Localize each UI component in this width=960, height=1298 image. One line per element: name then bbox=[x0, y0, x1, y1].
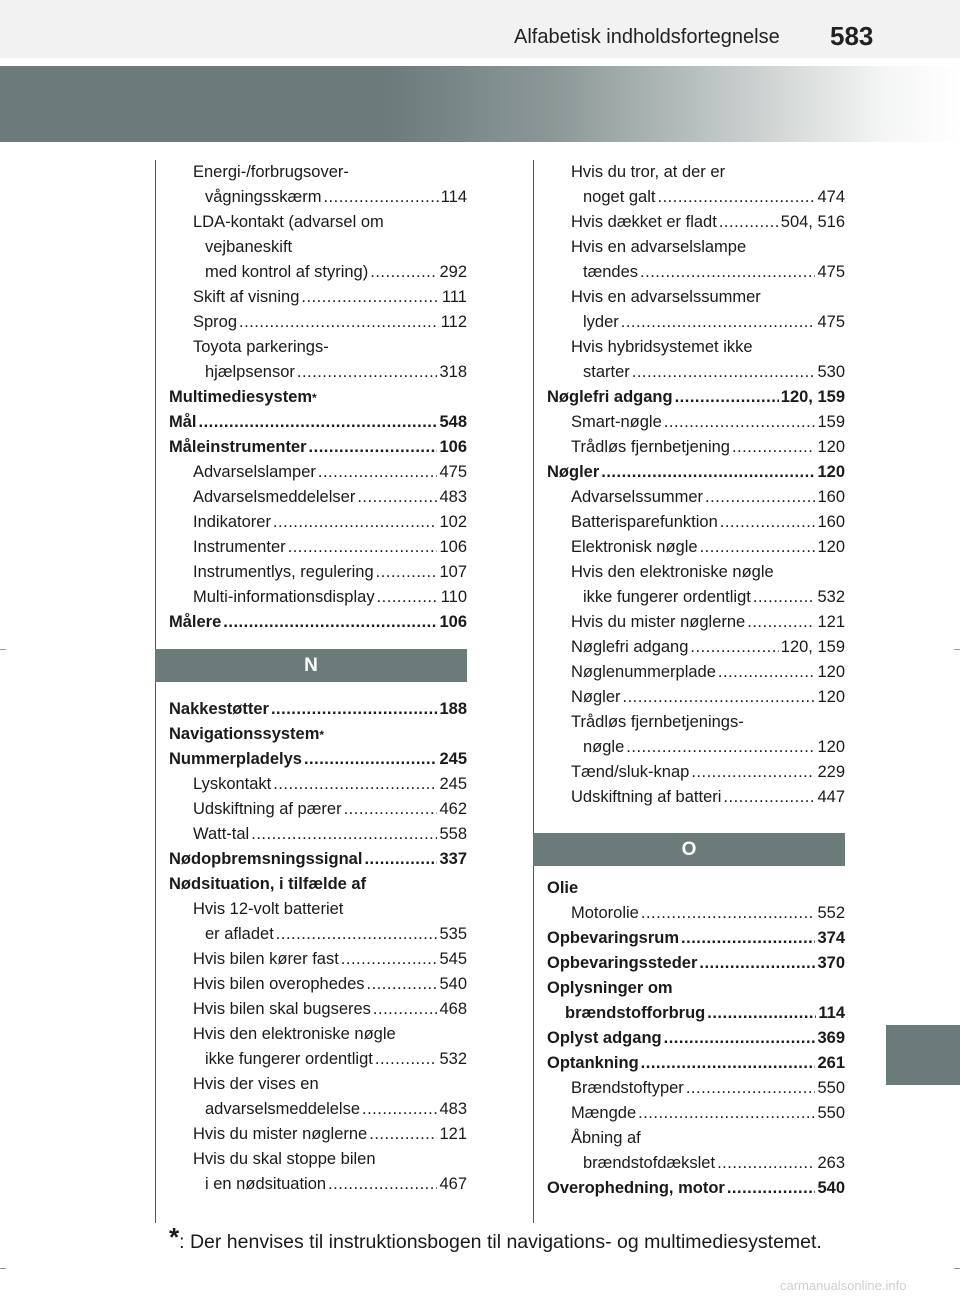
entry-term: Hvis hybridsystemet ikke bbox=[571, 338, 753, 356]
entry-page: 550 bbox=[817, 1079, 845, 1097]
index-entry bbox=[169, 435, 467, 460]
entry-page: 229 bbox=[817, 763, 845, 781]
leader-dots bbox=[727, 1176, 816, 1201]
index-entry bbox=[547, 235, 845, 260]
entry-page: 120 bbox=[817, 663, 845, 681]
index-entry bbox=[169, 360, 467, 385]
leader-dots bbox=[641, 1051, 816, 1076]
entry-term: i en nødsituation bbox=[205, 1175, 327, 1193]
entry-term: Nødopbremsningssignal bbox=[169, 850, 363, 868]
entry-page: 530 bbox=[817, 363, 845, 381]
crop-mark bbox=[0, 1268, 6, 1269]
entry-page: 188 bbox=[439, 700, 467, 718]
leader-dots bbox=[362, 1097, 437, 1122]
entry-term: Måleinstrumenter bbox=[169, 438, 307, 456]
entry-term: LDA-kontakt (advarsel om bbox=[193, 213, 384, 231]
index-entry bbox=[169, 1022, 467, 1047]
footnote bbox=[169, 1222, 822, 1254]
leader-dots bbox=[700, 535, 816, 560]
entry-term: lyder bbox=[583, 313, 619, 331]
leader-dots bbox=[318, 460, 438, 485]
entry-term: Multimediesystem bbox=[169, 388, 313, 406]
entry-page: 114 bbox=[818, 1004, 845, 1022]
index-entry bbox=[169, 210, 467, 235]
leader-dots bbox=[341, 947, 438, 972]
index-entry bbox=[547, 735, 845, 760]
index-entry bbox=[547, 535, 845, 560]
index-entry bbox=[169, 972, 467, 997]
index-entry bbox=[547, 610, 845, 635]
leader-dots bbox=[273, 510, 438, 535]
index-entry bbox=[547, 1026, 845, 1051]
entry-term: Brændstoftyper bbox=[571, 1079, 684, 1097]
entry-page: 318 bbox=[439, 363, 467, 381]
entry-page: 120 bbox=[817, 463, 845, 481]
index-entry bbox=[169, 772, 467, 797]
entry-page: 532 bbox=[817, 588, 845, 606]
entry-page: 462 bbox=[439, 800, 467, 818]
entry-page: 474 bbox=[817, 188, 845, 206]
entry-page: 114 bbox=[440, 188, 467, 206]
entry-term: Energi-/forbrugsover- bbox=[193, 163, 349, 181]
index-entry bbox=[547, 260, 845, 285]
entry-term: nøgle bbox=[583, 738, 625, 756]
index-entry bbox=[547, 385, 845, 410]
entry-term: Sprog bbox=[193, 313, 238, 331]
leader-dots bbox=[681, 926, 815, 951]
entry-term: Hvis en advarselssummer bbox=[571, 288, 761, 306]
index-entry bbox=[547, 635, 845, 660]
entry-term: Overophedning, motor bbox=[547, 1179, 725, 1197]
leader-dots bbox=[657, 185, 815, 210]
entry-page: 535 bbox=[439, 925, 467, 943]
entry-term: Olie bbox=[547, 879, 579, 897]
index-entry bbox=[547, 160, 845, 185]
entry-page: 545 bbox=[439, 950, 467, 968]
index-entry bbox=[547, 1051, 845, 1076]
leader-dots bbox=[223, 610, 437, 635]
leader-dots bbox=[375, 1047, 438, 1072]
index-entry bbox=[547, 926, 845, 951]
leader-dots bbox=[747, 610, 815, 635]
leader-dots bbox=[377, 585, 439, 610]
index-entry bbox=[169, 997, 467, 1022]
leader-dots bbox=[373, 997, 438, 1022]
column-divider-left bbox=[155, 160, 156, 1223]
leader-dots bbox=[626, 735, 815, 760]
entry-page: 447 bbox=[817, 788, 845, 806]
entry-term: vejbaneskift bbox=[205, 238, 293, 256]
leader-dots bbox=[621, 310, 816, 335]
entry-term: Nøgler bbox=[571, 688, 621, 706]
entry-term: med kontrol af styring) bbox=[205, 263, 369, 281]
index-entry bbox=[169, 797, 467, 822]
index-entry: Navigationssystem * bbox=[169, 722, 467, 747]
entry-page: 370 bbox=[817, 954, 845, 972]
entry-term: Hvis du skal stoppe bilen bbox=[193, 1150, 376, 1168]
index-entry bbox=[169, 947, 467, 972]
leader-dots bbox=[344, 797, 438, 822]
leader-dots bbox=[623, 685, 816, 710]
entry-term: Oplysninger om bbox=[547, 979, 673, 997]
index-entry bbox=[169, 510, 467, 535]
entry-term: Indikatorer bbox=[193, 513, 271, 531]
leader-dots bbox=[717, 1151, 815, 1176]
entry-term: Nøglefri adgang bbox=[571, 638, 689, 656]
entry-term: Hvis dækket er fladt bbox=[571, 213, 717, 231]
leader-dots bbox=[641, 901, 816, 926]
entry-term: er afladet bbox=[205, 925, 274, 943]
leader-dots bbox=[199, 410, 438, 435]
entry-term: Nøgler bbox=[547, 463, 600, 481]
column-divider-right bbox=[533, 160, 534, 1223]
index-entry: Multimediesystem * bbox=[169, 385, 467, 410]
leader-dots bbox=[690, 635, 778, 660]
entry-page: 483 bbox=[439, 1100, 467, 1118]
leader-dots bbox=[632, 360, 816, 385]
crop-mark bbox=[954, 649, 960, 650]
entry-page: 121 bbox=[439, 1125, 467, 1143]
entry-page: 475 bbox=[817, 263, 845, 281]
entry-page: 292 bbox=[439, 263, 467, 281]
entry-page: 467 bbox=[439, 1175, 467, 1193]
entry-term: Opbevaringssteder bbox=[547, 954, 698, 972]
page-header-title: Alfabetisk indholdsfortegnelse bbox=[514, 26, 780, 48]
entry-term: Udskiftning af pærer bbox=[193, 800, 342, 818]
leader-dots bbox=[323, 185, 438, 210]
entry-page: 263 bbox=[817, 1154, 845, 1172]
index-entry bbox=[169, 335, 467, 360]
leader-dots bbox=[297, 360, 438, 385]
index-block-o bbox=[547, 876, 845, 1201]
index-entry bbox=[547, 710, 845, 735]
top-strip bbox=[0, 0, 960, 58]
entry-term: Mængde bbox=[571, 1104, 637, 1122]
index-entry bbox=[547, 876, 845, 901]
index-entry bbox=[169, 897, 467, 922]
entry-term: ikke fungerer ordentligt bbox=[205, 1050, 373, 1068]
entry-page: 106 bbox=[439, 438, 467, 456]
leader-dots bbox=[370, 260, 437, 285]
leader-dots bbox=[753, 585, 816, 610]
leader-dots bbox=[705, 485, 815, 510]
index-entry bbox=[169, 560, 467, 585]
leader-dots bbox=[367, 972, 438, 997]
entry-page: 548 bbox=[439, 413, 467, 431]
index-entry bbox=[547, 1101, 845, 1126]
entry-page: 540 bbox=[439, 975, 467, 993]
leader-dots bbox=[664, 410, 816, 435]
index-entry bbox=[169, 847, 467, 872]
entry-page: 106 bbox=[439, 538, 467, 556]
entry-page: 120 bbox=[817, 538, 845, 556]
entry-page: 504, 516 bbox=[780, 213, 845, 231]
index-entry bbox=[169, 260, 467, 285]
entry-page: 112 bbox=[440, 313, 467, 331]
entry-page: 558 bbox=[439, 825, 467, 843]
entry-page: 369 bbox=[817, 1029, 845, 1047]
leader-dots bbox=[664, 1026, 816, 1051]
index-entry bbox=[169, 310, 467, 335]
leader-dots bbox=[239, 310, 439, 335]
entry-term: Instrumentlys, regulering bbox=[193, 563, 374, 581]
index-entry bbox=[169, 1147, 467, 1172]
entry-term: Hvis den elektroniske nøgle bbox=[193, 1025, 396, 1043]
entry-page: 160 bbox=[817, 488, 845, 506]
leader-dots bbox=[357, 485, 437, 510]
entry-term: Hvis 12-volt batteriet bbox=[193, 900, 344, 918]
entry-term: Navigationssystem bbox=[169, 725, 320, 743]
crop-mark bbox=[0, 649, 6, 650]
entry-page: 550 bbox=[817, 1104, 845, 1122]
entry-term: Optankning bbox=[547, 1054, 639, 1072]
index-entry bbox=[547, 1076, 845, 1101]
leader-dots bbox=[720, 510, 816, 535]
index-entry bbox=[169, 285, 467, 310]
entry-term: Hvis den elektroniske nøgle bbox=[571, 563, 774, 581]
index-entry bbox=[547, 1151, 845, 1176]
index-entry bbox=[547, 685, 845, 710]
entry-page: 532 bbox=[439, 1050, 467, 1068]
entry-term: Multi-informationsdisplay bbox=[193, 588, 375, 606]
index-block-n bbox=[169, 697, 467, 1197]
index-entry bbox=[547, 460, 845, 485]
leader-dots bbox=[640, 260, 815, 285]
entry-term: brændstofdækslet bbox=[583, 1154, 716, 1172]
entry-term: Instrumenter bbox=[193, 538, 286, 556]
section-header-n: N bbox=[155, 649, 467, 682]
index-entry bbox=[169, 410, 467, 435]
entry-term: noget galt bbox=[583, 188, 656, 206]
entry-page: 107 bbox=[439, 563, 467, 581]
index-entry bbox=[547, 360, 845, 385]
entry-term: hjælpsensor bbox=[205, 363, 295, 381]
leader-dots bbox=[686, 1076, 816, 1101]
entry-term: Smart-nøgle bbox=[571, 413, 662, 431]
entry-page: 120 bbox=[817, 738, 845, 756]
entry-term: starter bbox=[583, 363, 630, 381]
leader-dots bbox=[691, 760, 815, 785]
entry-term: Nøglefri adgang bbox=[547, 388, 673, 406]
index-entry bbox=[547, 435, 845, 460]
index-entry bbox=[169, 697, 467, 722]
footnote-text: : Der henvises til instruktionsbogen til navigations- og multimediesystemet. bbox=[179, 1231, 822, 1253]
entry-term: Trådløs fjernbetjenings- bbox=[571, 713, 744, 731]
entry-term: Batterisparefunktion bbox=[571, 513, 718, 531]
leader-dots bbox=[309, 435, 438, 460]
index-entry bbox=[547, 285, 845, 310]
entry-term: Hvis bilen overophedes bbox=[193, 975, 365, 993]
index-entry bbox=[169, 1122, 467, 1147]
index-entry bbox=[547, 210, 845, 235]
leader-dots bbox=[719, 210, 779, 235]
entry-term: Advarselslamper bbox=[193, 463, 316, 481]
index-entry bbox=[169, 460, 467, 485]
entry-term: Hvis du tror, at der er bbox=[571, 163, 726, 181]
entry-term: tændes bbox=[583, 263, 639, 281]
entry-page: 483 bbox=[439, 488, 467, 506]
entry-page: 337 bbox=[439, 850, 467, 868]
entry-term: Toyota parkerings- bbox=[193, 338, 329, 356]
index-entry bbox=[169, 1072, 467, 1097]
entry-term: Nødsituation, i tilfælde af bbox=[169, 875, 367, 893]
entry-page: 120 bbox=[817, 438, 845, 456]
entry-term: Nøglenummerplade bbox=[571, 663, 716, 681]
index-entry bbox=[547, 1001, 845, 1026]
leader-dots bbox=[304, 747, 438, 772]
index-entry bbox=[547, 1126, 845, 1151]
footnote-star: * bbox=[169, 1222, 180, 1252]
entry-page: 374 bbox=[817, 929, 845, 947]
watermark: carmanualsonline.info bbox=[780, 1278, 907, 1293]
entry-term: advarselsmeddelelse bbox=[205, 1100, 361, 1118]
entry-term: Udskiftning af batteri bbox=[571, 788, 722, 806]
index-entry bbox=[547, 660, 845, 685]
entry-term: vågningsskærm bbox=[205, 188, 322, 206]
index-entry bbox=[169, 535, 467, 560]
entry-page: 468 bbox=[439, 1000, 467, 1018]
index-block-m bbox=[169, 160, 467, 635]
entry-page: 120, 159 bbox=[780, 638, 845, 656]
entry-term: Advarselsmeddelelser bbox=[193, 488, 356, 506]
entry-page: 159 bbox=[817, 413, 845, 431]
entry-page: 540 bbox=[817, 1179, 845, 1197]
index-entry bbox=[547, 560, 845, 585]
leader-dots bbox=[376, 560, 438, 585]
entry-page: 121 bbox=[817, 613, 845, 631]
entry-term: Hvis du mister nøglerne bbox=[193, 1125, 368, 1143]
index-entry bbox=[169, 185, 467, 210]
index-block-n-cont bbox=[547, 160, 845, 810]
index-column-right bbox=[547, 160, 845, 1201]
leader-dots bbox=[601, 460, 815, 485]
leader-dots bbox=[273, 772, 437, 797]
entry-page: 111 bbox=[441, 288, 467, 306]
index-entry bbox=[547, 901, 845, 926]
leader-dots bbox=[251, 822, 437, 847]
chapter-side-tab bbox=[886, 1025, 960, 1085]
leader-dots bbox=[364, 847, 437, 872]
entry-page: 245 bbox=[439, 775, 467, 793]
entry-term: Trådløs fjernbetjening bbox=[571, 438, 730, 456]
leader-dots bbox=[271, 697, 438, 722]
index-entry bbox=[547, 760, 845, 785]
entry-page: 106 bbox=[439, 613, 467, 631]
entry-term: Lyskontakt bbox=[193, 775, 272, 793]
leader-dots bbox=[707, 1001, 816, 1026]
leader-dots bbox=[699, 951, 815, 976]
entry-page: 475 bbox=[817, 313, 845, 331]
entry-term: Mål bbox=[169, 413, 197, 431]
header-banner bbox=[0, 66, 960, 142]
entry-term: Målere bbox=[169, 613, 222, 631]
leader-dots bbox=[732, 435, 816, 460]
index-entry bbox=[169, 585, 467, 610]
entry-term: Skift af visning bbox=[193, 288, 300, 306]
index-entry bbox=[169, 485, 467, 510]
entry-page: 475 bbox=[439, 463, 467, 481]
index-entry bbox=[169, 1047, 467, 1072]
entry-page: 245 bbox=[439, 750, 467, 768]
index-entry bbox=[547, 410, 845, 435]
entry-term: Hvis bilen kører fast bbox=[193, 950, 339, 968]
entry-term: Hvis der vises en bbox=[193, 1075, 319, 1093]
entry-term: Åbning af bbox=[571, 1129, 641, 1147]
index-entry bbox=[547, 585, 845, 610]
entry-page: 120, 159 bbox=[780, 388, 845, 406]
page-number: 583 bbox=[830, 21, 874, 51]
entry-term: Hvis en advarselslampe bbox=[571, 238, 747, 256]
entry-term: Tænd/sluk-knap bbox=[571, 763, 690, 781]
entry-term: Nummerpladelys bbox=[169, 750, 302, 768]
leader-dots bbox=[369, 1122, 437, 1147]
entry-term: brændstofforbrug bbox=[565, 1004, 706, 1022]
index-entry bbox=[169, 235, 467, 260]
index-entry bbox=[169, 1097, 467, 1122]
entry-term: Elektronisk nøgle bbox=[571, 538, 698, 556]
leader-dots bbox=[288, 535, 438, 560]
index-entry bbox=[169, 1172, 467, 1197]
entry-page: 160 bbox=[817, 513, 845, 531]
index-entry bbox=[547, 1176, 845, 1201]
entry-page: 102 bbox=[439, 513, 467, 531]
index-entry bbox=[547, 310, 845, 335]
entry-term: Hvis du mister nøglerne bbox=[571, 613, 746, 631]
entry-term: Opbevaringsrum bbox=[547, 929, 680, 947]
entry-term: ikke fungerer ordentligt bbox=[583, 588, 751, 606]
index-entry bbox=[169, 160, 467, 185]
index-entry bbox=[547, 510, 845, 535]
index-entry bbox=[169, 822, 467, 847]
index-entry bbox=[547, 976, 845, 1001]
entry-term: Watt-tal bbox=[193, 825, 250, 843]
entry-page: 110 bbox=[440, 588, 467, 606]
entry-page: 120 bbox=[817, 688, 845, 706]
leader-dots bbox=[675, 385, 779, 410]
index-entry bbox=[169, 872, 467, 897]
section-header-o: O bbox=[533, 833, 845, 866]
leader-dots bbox=[638, 1101, 815, 1126]
leader-dots bbox=[276, 922, 438, 947]
leader-dots bbox=[328, 1172, 437, 1197]
crop-mark bbox=[954, 1268, 960, 1269]
leader-dots bbox=[718, 660, 816, 685]
index-entry bbox=[169, 747, 467, 772]
index-column-left bbox=[169, 160, 467, 1197]
index-entry bbox=[169, 922, 467, 947]
entry-term: Nakkestøtter bbox=[169, 700, 269, 718]
entry-page: 552 bbox=[817, 904, 845, 922]
index-entry bbox=[547, 485, 845, 510]
entry-term: Motorolie bbox=[571, 904, 639, 922]
entry-term: Oplyst adgang bbox=[547, 1029, 662, 1047]
entry-page: 261 bbox=[817, 1054, 845, 1072]
entry-term: Advarselssummer bbox=[571, 488, 704, 506]
index-entry bbox=[547, 951, 845, 976]
leader-dots bbox=[723, 785, 815, 810]
index-entry bbox=[547, 185, 845, 210]
index-entry bbox=[547, 335, 845, 360]
index-entry bbox=[547, 785, 845, 810]
index-entry bbox=[169, 610, 467, 635]
entry-term: Hvis bilen skal bugseres bbox=[193, 1000, 371, 1018]
leader-dots bbox=[301, 285, 440, 310]
